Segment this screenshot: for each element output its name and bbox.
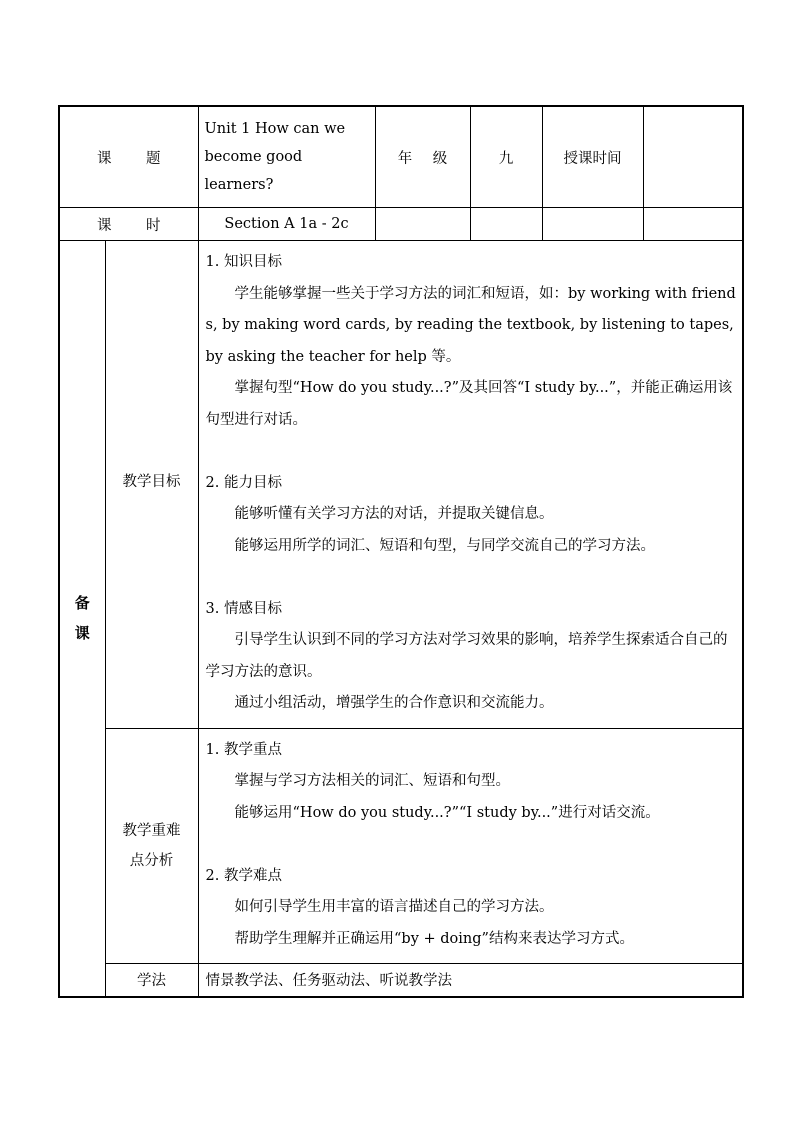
- methods-label: 学法: [105, 964, 198, 997]
- methods-row: [59, 964, 743, 997]
- grade-label-text: 年 级: [397, 150, 448, 167]
- knowledge-p1: 学生能够掌握一些关于学习方法的词汇和短语，如：by working with friends, by making word cards, by reading the textbook, by listening to tapes, by asking the teacher for help 等。: [205, 285, 736, 365]
- objectives-label-cell: [105, 241, 198, 729]
- methods-value: 情景教学法、任务驱动法、听说教学法: [198, 964, 743, 997]
- keypoints-content: [198, 728, 743, 964]
- side-label: 备课: [74, 594, 90, 643]
- key-p1: 掌握与学习方法相关的词汇、短语和句型。: [234, 773, 511, 789]
- period-label: [59, 208, 198, 241]
- knowledge-p2: 掌握句型“How do you study...?”及其回答“I study by...”，并能正确运用该句型进行对话。: [205, 380, 733, 428]
- empty-cell-4: [643, 208, 743, 241]
- period-label-text: 课 时: [96, 217, 161, 234]
- side-label-cell: [59, 241, 105, 997]
- emotion-heading: 3. 情感目标: [205, 600, 282, 617]
- empty-cell-2: [470, 208, 542, 241]
- period-value: Section A 1a - 2c: [198, 208, 375, 241]
- topic-label: [59, 106, 198, 208]
- difficult-p2: 帮助学生理解并正确运用“by + doing”结构来表达学习方式。: [234, 930, 634, 947]
- time-label: 授课时间: [542, 106, 643, 208]
- grade-label: [375, 106, 470, 208]
- empty-cell-3: [542, 208, 643, 241]
- topic-label-text: 课 题: [96, 150, 161, 167]
- topic-value: Unit 1 How can we become good learners?: [198, 106, 375, 208]
- ability-heading: 2. 能力目标: [205, 474, 282, 491]
- objectives-content: [198, 241, 743, 729]
- empty-cell-1: [375, 208, 470, 241]
- emotion-p1: 引导学生认识到不同的学习方法对学习效果的影响，培养学生探索适合自己的学习方法的意识。: [205, 632, 728, 680]
- objectives-label: 教学目标: [122, 474, 181, 490]
- keypoints-label-cell: [105, 728, 198, 964]
- period-row: [59, 208, 743, 241]
- ability-p1: 能够听懂有关学习方法的对话，并提取关键信息。: [234, 506, 554, 522]
- difficult-p1: 如何引导学生用丰富的语言描述自己的学习方法。: [234, 899, 554, 915]
- ability-p2: 能够运用所学的词汇、短语和句型，与同学交流自己的学习方法。: [234, 537, 656, 554]
- emotion-p2: 通过小组活动，增强学生的合作意识和交流能力。: [234, 695, 554, 711]
- time-value: [643, 106, 743, 208]
- grade-value: 九: [470, 106, 542, 208]
- topic-row: [59, 106, 743, 208]
- objectives-row: [59, 241, 743, 729]
- knowledge-heading: 1. 知识目标: [205, 254, 282, 270]
- difficult-heading: 2. 教学难点: [205, 867, 282, 884]
- key-p2: 能够运用“How do you study...?”“I study by...”进行对话交流。: [234, 804, 660, 821]
- keypoints-row: [59, 728, 743, 964]
- key-heading: 1. 教学重点: [205, 741, 282, 758]
- keypoints-label: 教学重难点分析: [122, 822, 181, 869]
- lesson-plan-table: [58, 105, 744, 998]
